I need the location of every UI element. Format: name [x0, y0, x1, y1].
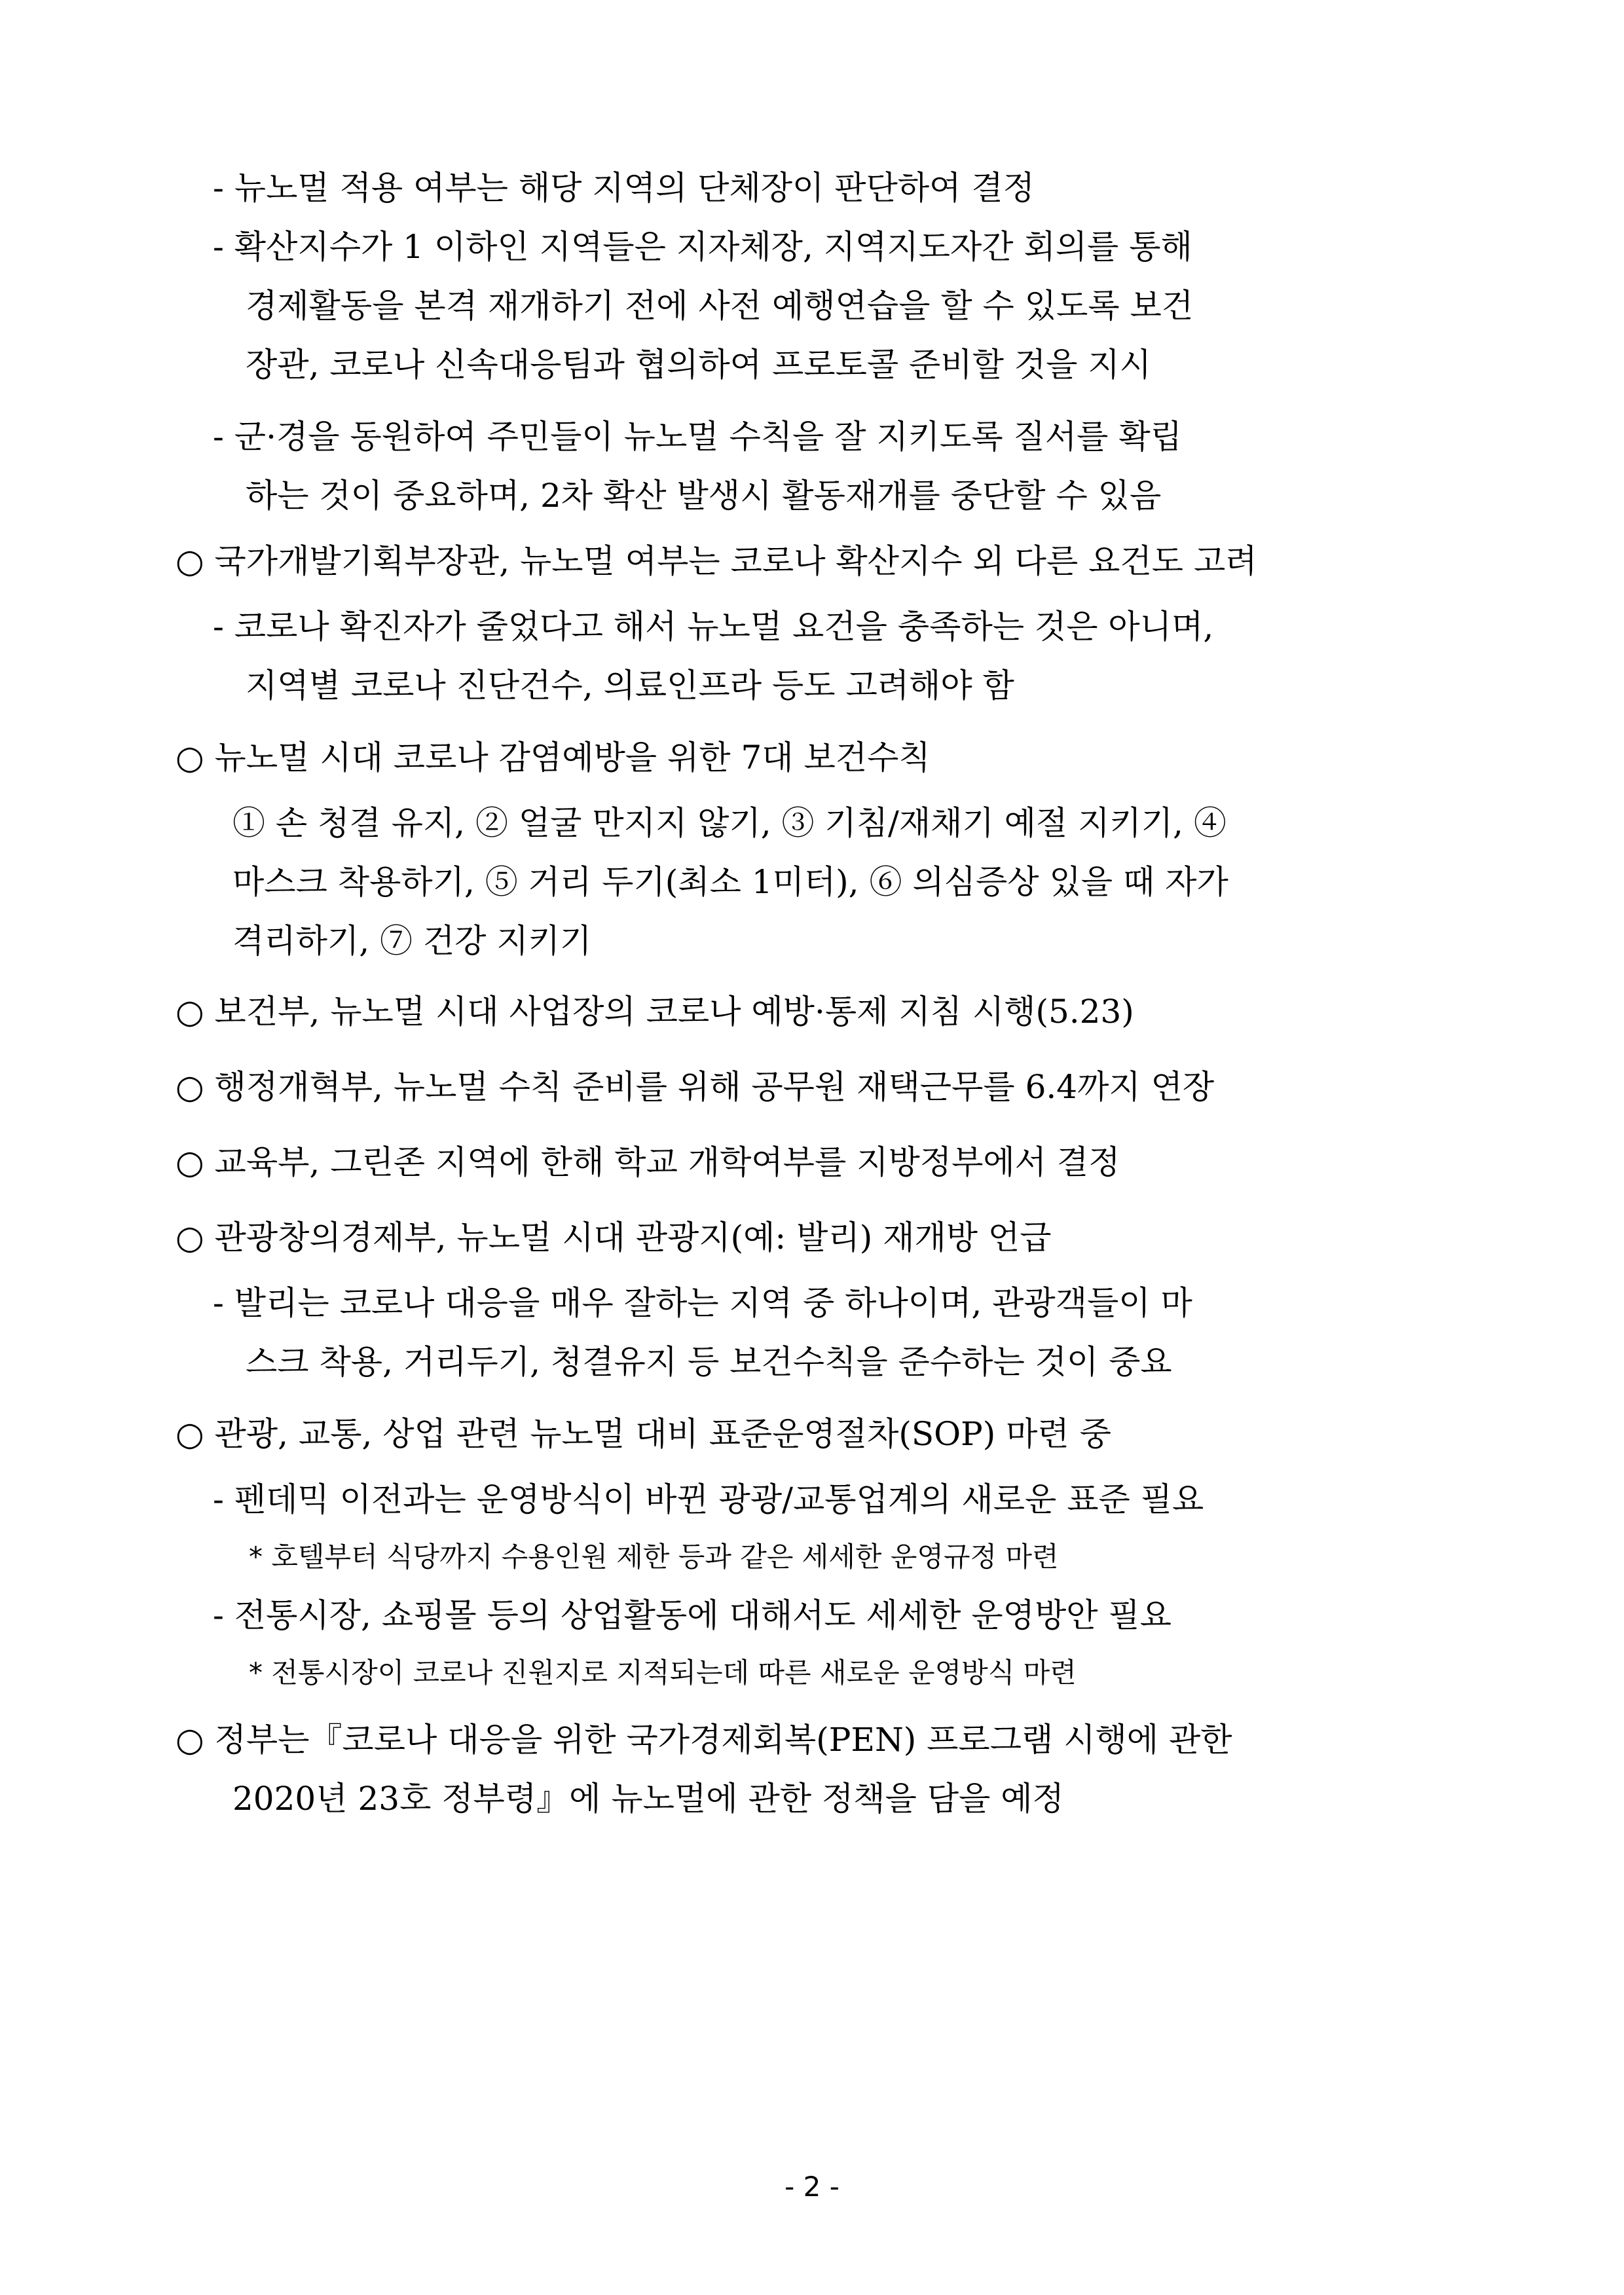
dash-item-confirmed-cases: - 코로나 확진자가 줄었다고 해서 뉴노멀 요건을 충족하는 것은 아니며, — [213, 608, 1214, 646]
dash-item-confirmed-cases-cont: 지역별 코로나 진단건수, 의료인프라 등도 고려해야 함 — [246, 667, 1014, 705]
dash-item-bali-cont: 스크 착용, 거리두기, 청결유지 등 보건수칙을 준수하는 것이 중요 — [246, 1343, 1172, 1381]
note-traditional-market: * 전통시장이 코로나 진원지로 지적되는데 따른 새로운 운영방식 마련 — [249, 1657, 1077, 1689]
rules-list-line-2: 마스크 착용하기, ⑤ 거리 두기(최소 1미터), ⑥ 의심증상 있을 때 자가 — [232, 863, 1228, 901]
bullet-item-education-ministry: ○ 교육부, 그린존 지역에 한해 학교 개학여부를 지방정부에서 결정 — [175, 1143, 1120, 1181]
dash-item-traditional-market: - 전통시장, 쇼핑몰 등의 상업활동에 대해서도 세세한 운영방안 필요 — [213, 1596, 1172, 1634]
dash-item-bali: - 발리는 코로나 대응을 매우 잘하는 지역 중 하나이며, 관광객들이 마 — [213, 1284, 1192, 1322]
dash-item-military-police-cont: 하는 것이 중요하며, 2차 확산 발생시 활동재개를 중단할 수 있음 — [246, 477, 1162, 515]
bullet-item-health-ministry: ○ 보건부, 뉴노멀 시대 사업장의 코로나 예방·통제 지침 시행(5.23) — [175, 993, 1134, 1031]
note-hotel-restaurant: * 호텔부터 식당까지 수용인원 제한 등과 같은 세세한 운영규정 마련 — [249, 1541, 1059, 1573]
bullet-item-sop: ○ 관광, 교통, 상업 관련 뉴노멀 대비 표준운영절차(SOP) 마련 중 — [175, 1415, 1111, 1453]
dash-item-military-police: - 군·경을 동원하여 주민들이 뉴노멀 수칙을 잘 지키도록 질서를 확립 — [213, 418, 1182, 456]
bullet-item-government-regulation-cont: 2020년 23호 정부령』에 뉴노멀에 관한 정책을 담을 예정 — [232, 1780, 1064, 1818]
bullet-item-admin-reform: ○ 행정개혁부, 뉴노멀 수칙 준비를 위해 공무원 재택근무를 6.4까지 연장 — [175, 1068, 1215, 1106]
dash-item-spread-index: - 확산지수가 1 이하인 지역들은 지자체장, 지역지도자간 회의를 통해 — [213, 228, 1192, 266]
dash-item-newnormal-decision: - 뉴노멀 적용 여부는 해당 지역의 단체장이 판단하여 결정 — [213, 169, 1035, 207]
dash-item-spread-index-cont-2: 장관, 코로나 신속대응팀과 협의하여 프로토콜 준비할 것을 지시 — [246, 346, 1151, 384]
rules-list-line-1: ① 손 청결 유지, ② 얼굴 만지지 않기, ③ 기침/재채기 예절 지키기, ④ — [232, 804, 1227, 842]
bullet-item-planning-ministry: ○ 국가개발기획부장관, 뉴노멀 여부는 코로나 확산지수 외 다른 요건도 고려 — [175, 542, 1257, 580]
page-number: - 2 - — [784, 2171, 840, 2203]
dash-item-pandemic-standard: - 펜데믹 이전과는 운영방식이 바뀐 광광/교통업계의 새로운 표준 필요 — [213, 1480, 1204, 1518]
bullet-item-government-regulation: ○ 정부는『코로나 대응을 위한 국가경제회복(PEN) 프로그램 시행에 관한 — [175, 1721, 1232, 1759]
rules-list-line-3: 격리하기, ⑦ 건강 지키기 — [232, 922, 592, 960]
bullet-item-tourism-ministry: ○ 관광창의경제부, 뉴노멀 시대 관광지(예: 발리) 재개방 언급 — [175, 1219, 1052, 1257]
bullet-item-seven-rules: ○ 뉴노멀 시대 코로나 감염예방을 위한 7대 보건수칙 — [175, 739, 931, 777]
dash-item-spread-index-cont-1: 경제활동을 본격 재개하기 전에 사전 예행연습을 할 수 있도록 보건 — [246, 287, 1194, 325]
